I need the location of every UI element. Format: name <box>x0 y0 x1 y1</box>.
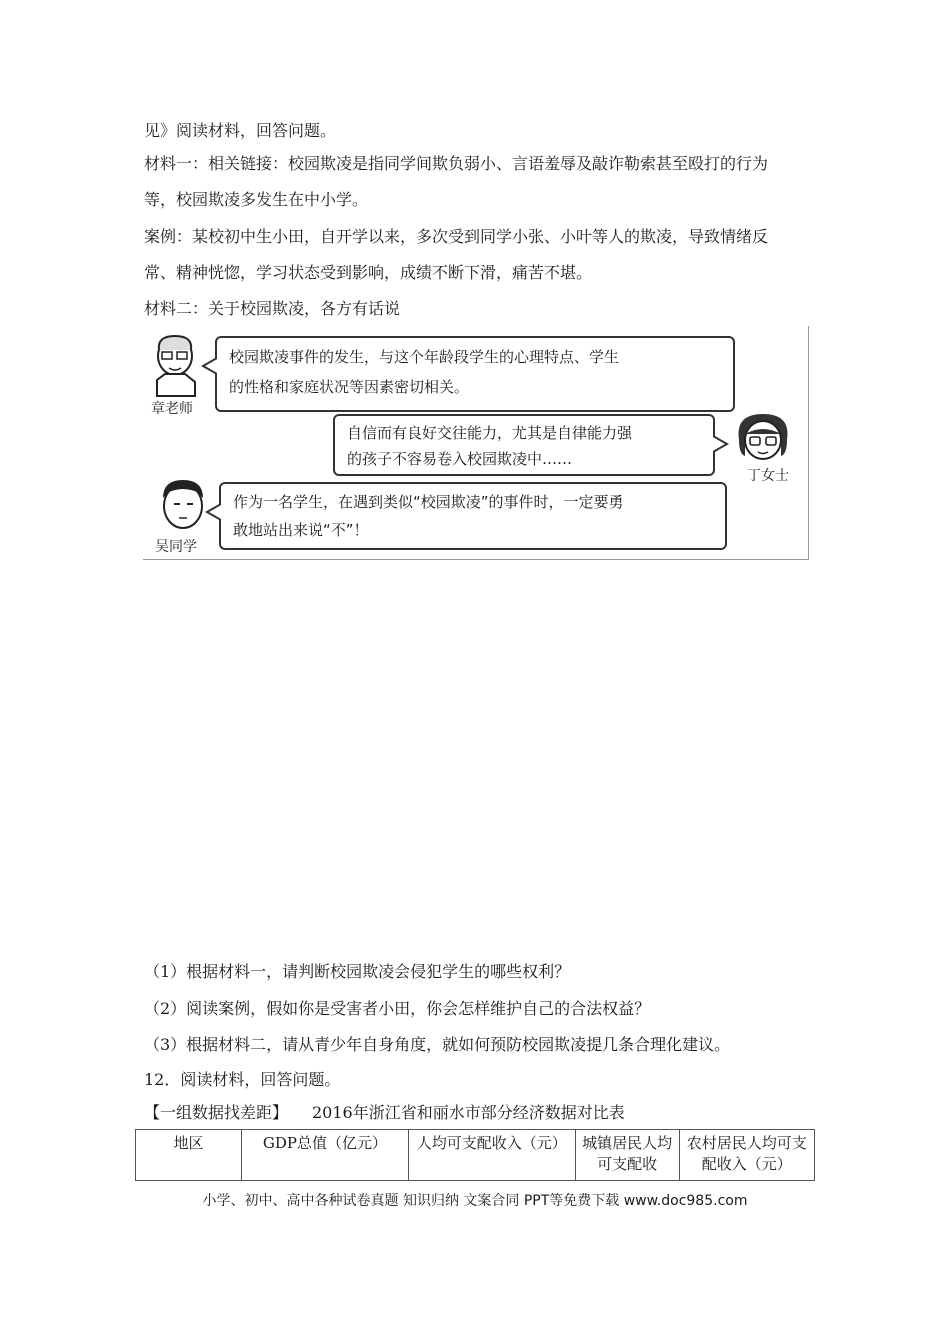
comic-illustration <box>143 326 809 560</box>
lady-illustration <box>733 410 793 464</box>
student-speech-line: 敢地站出来说“不”！ <box>233 521 369 539</box>
question-2: （2）阅读案例，假如你是受害者小田，你会怎样维护自己的合法权益？ <box>144 999 651 1018</box>
student-speech-line: 作为一名学生，在遇到类似“校园欺凌”的事件时，一定要勇 <box>233 493 624 511</box>
student-speech-bubble <box>219 482 727 550</box>
lady-speech-line: 的孩子不容易卷入校园欺凌中…… <box>347 450 573 468</box>
lady-speech-line: 自信而有良好交往能力，尤其是自律能力强 <box>347 424 633 442</box>
question-3: （3）根据材料二，请从青少年自身角度，就如何预防校园欺凌提几条合理化建议。 <box>144 1035 731 1054</box>
bubble-tail <box>205 502 221 522</box>
teacher-speech-line: 校园欺凌事件的发生，与这个年龄段学生的心理特点、学生 <box>229 348 620 366</box>
case-text: 案例：某校初中生小田，自开学以来，多次受到同学小张、小叶等人的欺凌，导致情绪反 <box>144 227 769 246</box>
teacher-speech-bubble <box>215 336 735 412</box>
bubble-tail <box>713 434 729 454</box>
teacher-illustration <box>147 332 207 398</box>
student-illustration <box>157 478 209 536</box>
lady-speech-bubble <box>333 414 715 476</box>
table-header-row <box>136 1130 815 1181</box>
table-header-cell: 地区 <box>136 1130 242 1181</box>
bubble-tail <box>201 356 217 376</box>
table-title: 【一组数据找差距】 2016年浙江省和丽水市部分经济数据对比表 <box>144 1103 625 1122</box>
table-header-cell: 人均可支配收入（元） <box>408 1130 575 1181</box>
page-footer: 小学、初中、高中各种试卷真题 知识归纳 文案合同 PPT等免费下载 www.doc985.com <box>202 1193 748 1209</box>
table-header-cell: 农村居民人均可支配收入（元） <box>679 1130 814 1181</box>
teacher-speech-line: 的性格和家庭状况等因素密切相关。 <box>229 378 470 396</box>
material-two-text: 材料二：关于校园欺凌，各方有话说 <box>144 299 401 318</box>
student-name: 吴同学 <box>155 539 197 555</box>
text-line: 见》阅读材料，回答问题。 <box>144 121 337 140</box>
teacher-name: 章老师 <box>151 401 193 417</box>
question-1: （1）根据材料一，请判断校园欺凌会侵犯学生的哪些权利？ <box>144 962 571 981</box>
table-header-cell: GDP总值（亿元） <box>241 1130 408 1181</box>
table-header-cell: 城镇居民人均可支配收 <box>575 1130 679 1181</box>
text-line: 等，校园欺凌多发生在中小学。 <box>144 190 369 209</box>
lady-name: 丁女士 <box>747 468 789 484</box>
question-12: 12．阅读材料，回答问题。 <box>144 1070 341 1089</box>
material-one-text: 材料一：相关链接：校园欺凌是指同学间欺负弱小、言语羞辱及敲诈勒索甚至殴打的行为 <box>144 154 769 173</box>
text-line: 常、精神恍惚，学习状态受到影响，成绩不断下滑，痛苦不堪。 <box>144 263 593 282</box>
economic-data-table <box>135 1129 815 1181</box>
